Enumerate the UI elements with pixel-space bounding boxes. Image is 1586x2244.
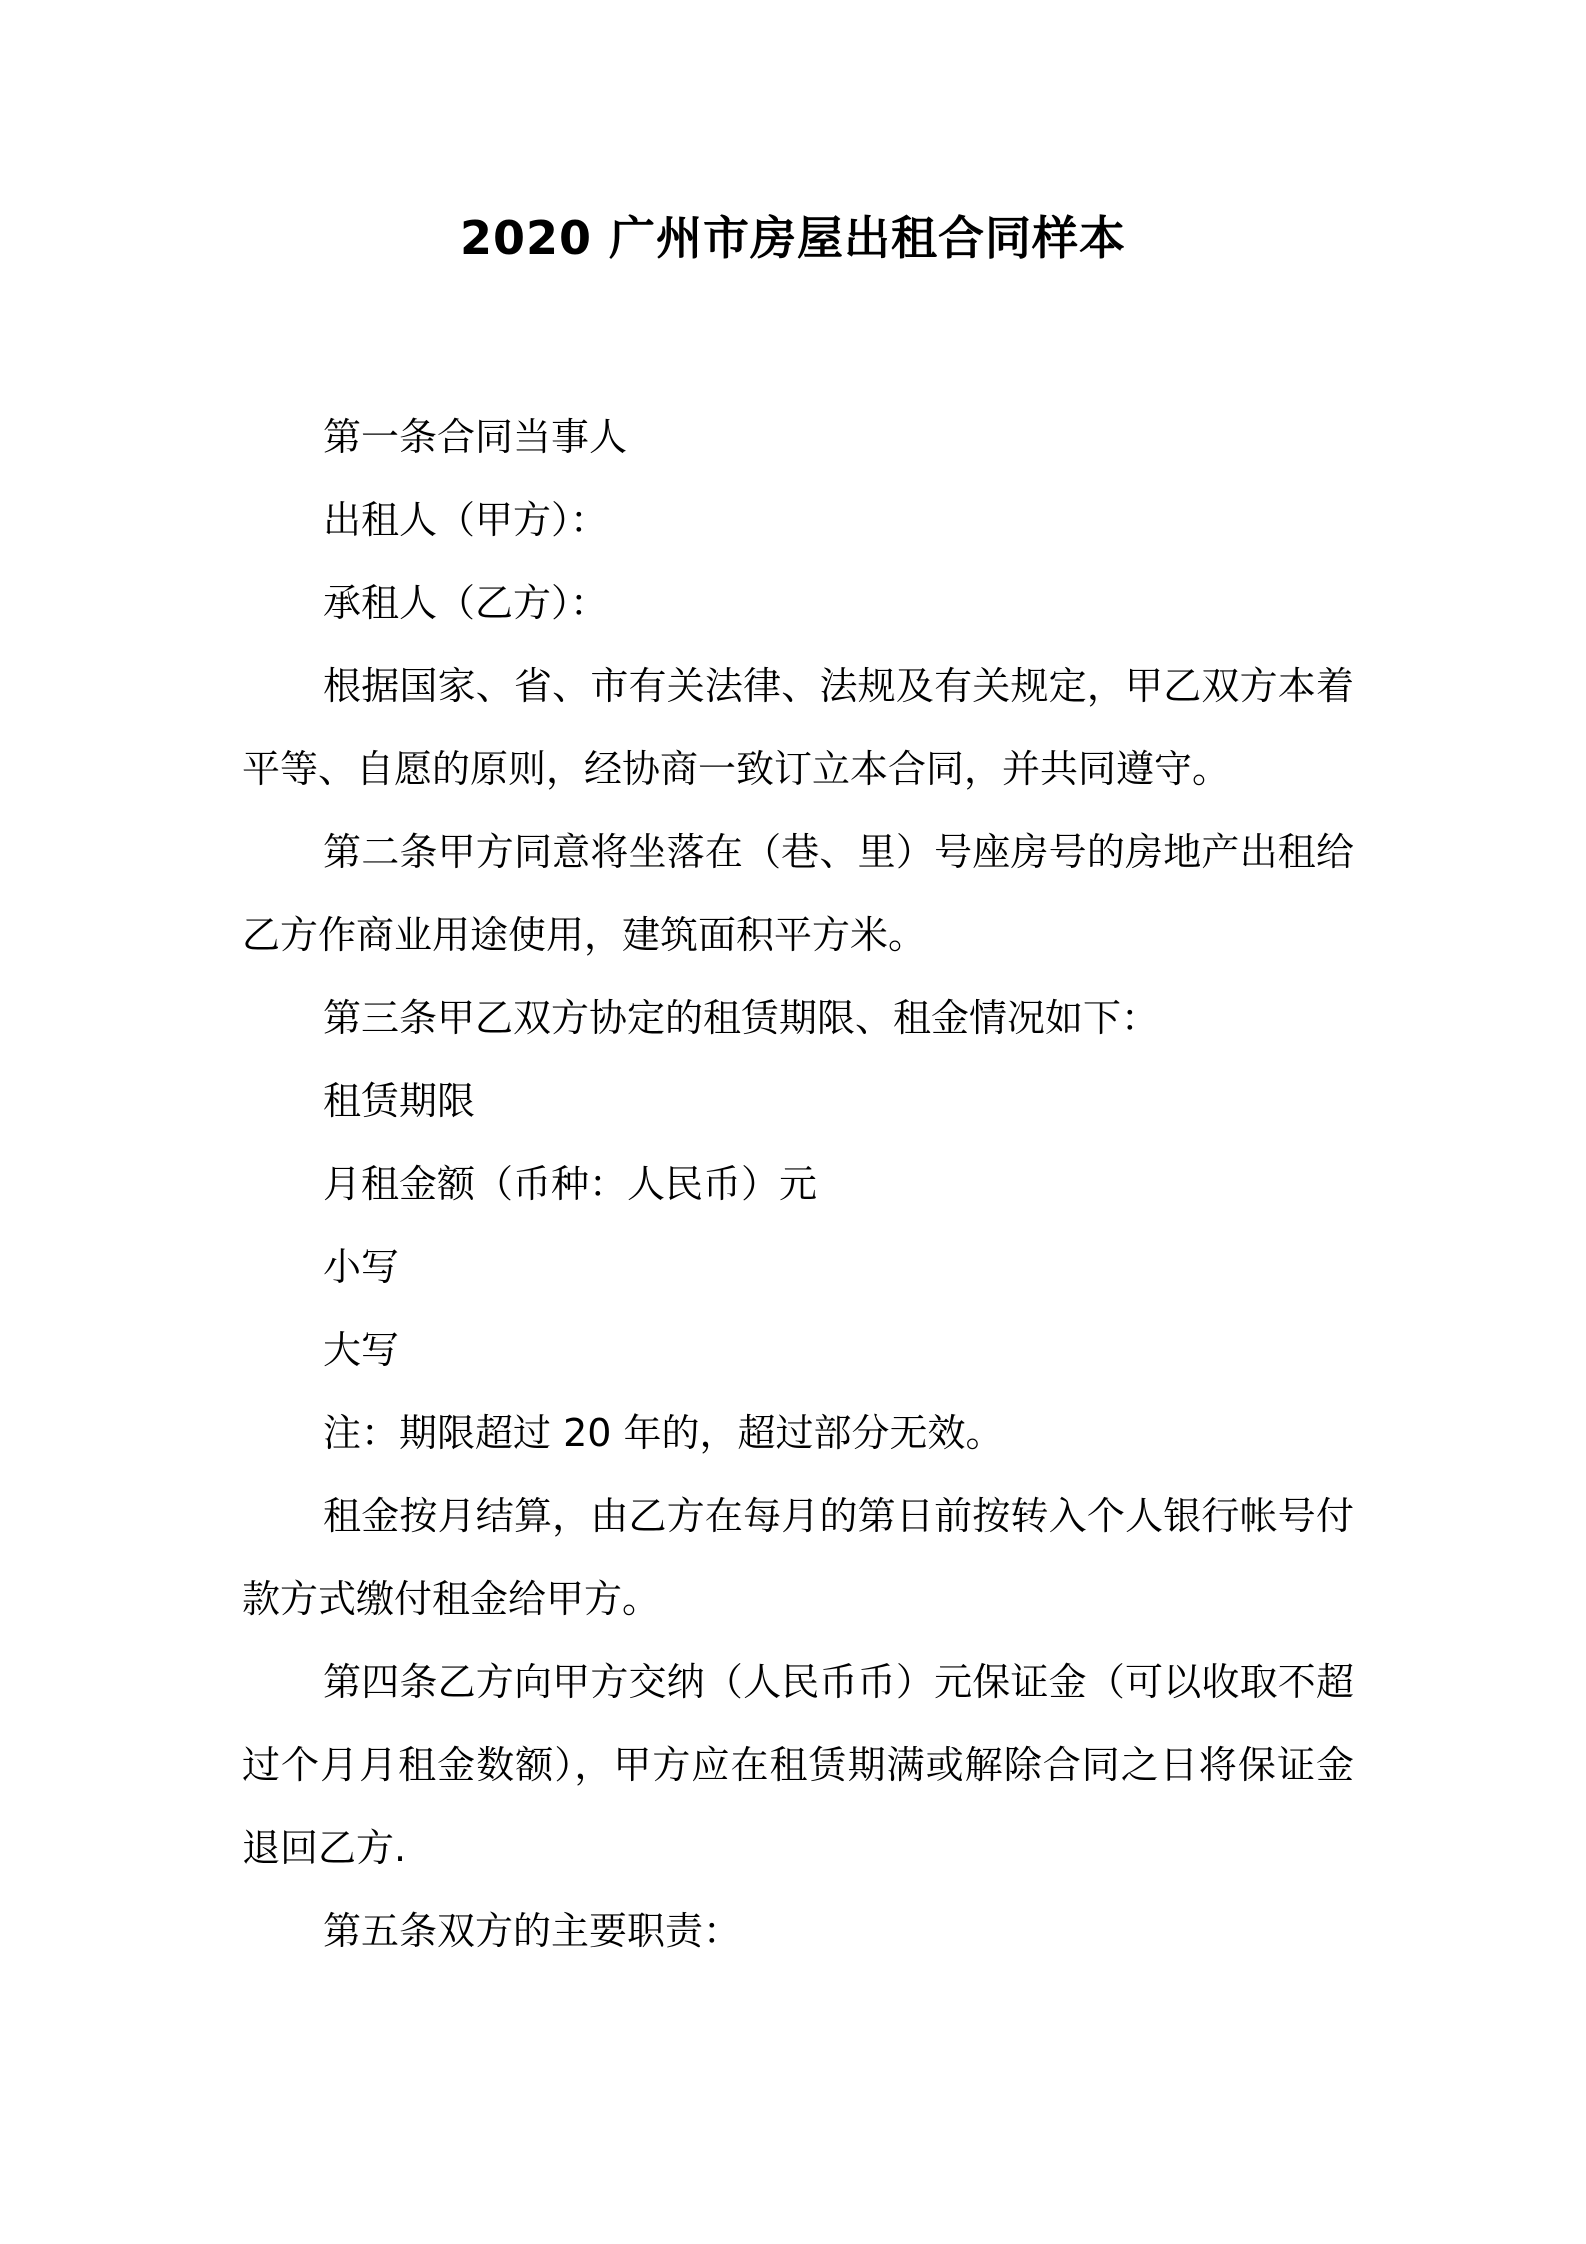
paragraph-lease-term: 租赁期限 (323, 1079, 476, 1123)
paragraph-basis: 根据国家、省、市有关法律、法规及有关规定，甲乙双方本着平等、自愿的原则，经协商一致订立本合同，并共同遵守。 (242, 664, 1354, 791)
paragraph-lowercase-amount: 小写 (323, 1245, 400, 1289)
paragraph-article-5: 第五条双方的主要职责： (323, 1909, 742, 1953)
paragraph-payment: 租金按月结算，由乙方在每月的第日前按转入个人银行帐号付款方式缴付租金给甲方。 (242, 1494, 1354, 1621)
paragraph-note: 注：期限超过 20 年的，超过部分无效。 (323, 1411, 1004, 1455)
paragraph-lessee: 承租人（乙方）： (323, 581, 609, 625)
paragraph-article-1: 第一条合同当事人 (323, 415, 628, 459)
paragraph-lessor: 出租人（甲方）： (323, 498, 609, 542)
paragraph-uppercase-amount: 大写 (323, 1328, 400, 1372)
paragraph-article-3: 第三条甲乙双方协定的租赁期限、租金情况如下： (323, 996, 1160, 1040)
paragraph-article-4: 第四条乙方向甲方交纳（人民币币）元保证金（可以收取不超过个月月租金数额），甲方应在租赁期满或解除合同之日将保证金退回乙方. (242, 1660, 1354, 1870)
document-body (242, 396, 1354, 1973)
paragraph-article-2: 第二条甲方同意将坐落在（巷、里）号座房号的房地产出租给乙方作商业用途使用，建筑面积平方米。 (242, 830, 1354, 957)
document-title: 2020 广州市房屋出租合同样本 (459, 211, 1127, 265)
paragraph-monthly-rent: 月租金额（币种：人民币）元 (323, 1162, 818, 1206)
